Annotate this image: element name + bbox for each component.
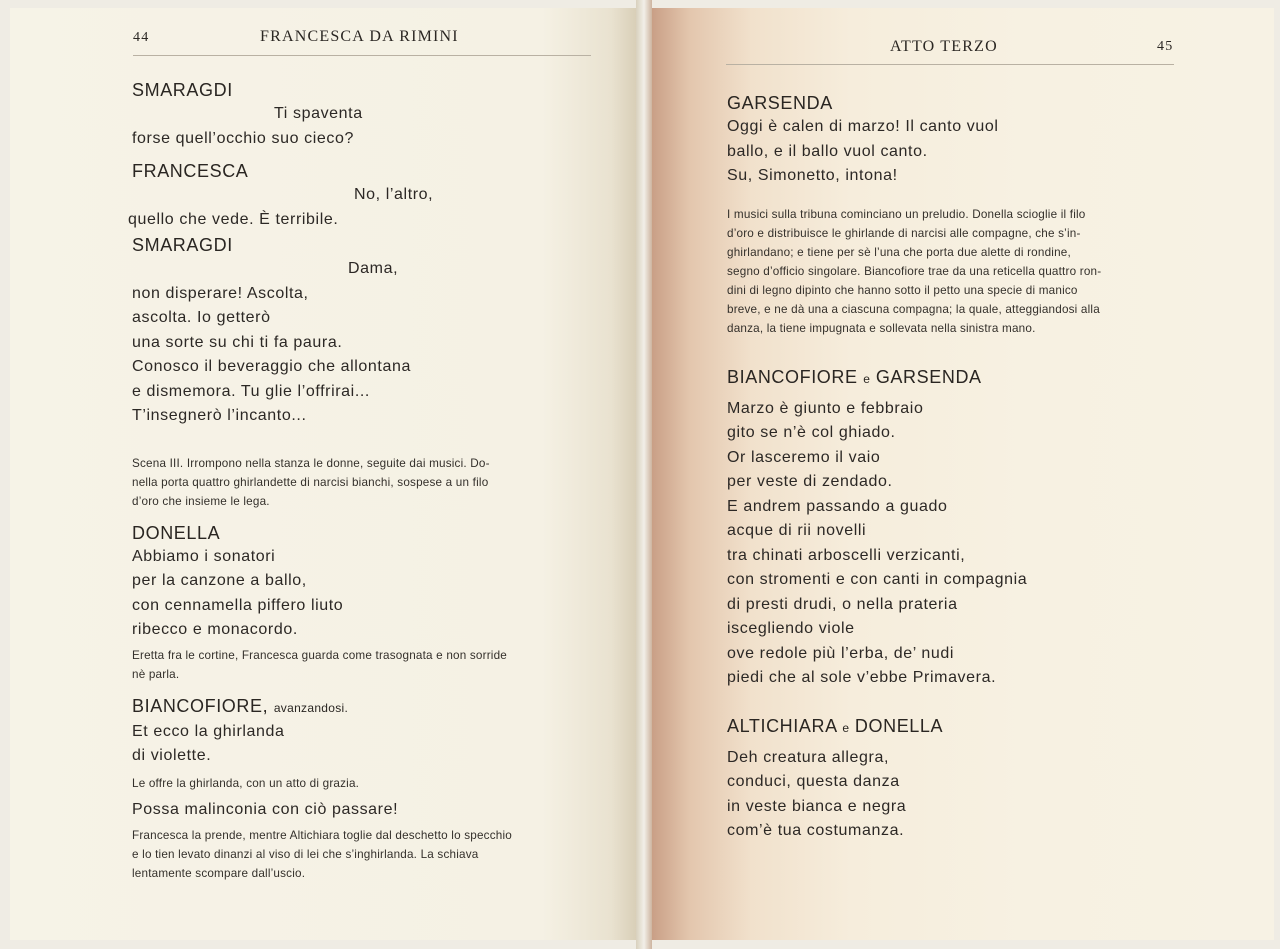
verse-line: per la canzone a ballo, <box>132 572 307 589</box>
verse-line: Dama, <box>348 260 399 277</box>
stage-line: segno d’officio singolare. Biancofiore trae da una reticella quattro ron- <box>727 264 1102 278</box>
verse-line: tra chinati arboscelli verzicanti, <box>727 546 966 564</box>
stage-direction <box>132 454 594 511</box>
verse-line: e dismemora. Tu glie l’offrirai... <box>132 382 370 400</box>
verse-line: Or lasceremo il vaio <box>727 448 881 466</box>
verse-line: con stromenti e con canti in compagnia <box>727 571 1028 588</box>
page-number: 44 <box>133 30 150 45</box>
right-page-text <box>727 91 1187 844</box>
conjunction: e <box>863 371 871 386</box>
stage-line: d’oro e distribuisce le ghirlande di narcisi alle compagne, che s’in- <box>727 226 1081 240</box>
header-rule <box>133 55 591 56</box>
speaker-name: GARSENDA <box>875 366 982 387</box>
stage-direction: Le offre la ghirlanda, con un atto di grazia. <box>132 776 360 790</box>
verse-line: conduci, questa danza <box>727 773 900 790</box>
verse-line: Su, Simonetto, intona! <box>727 167 898 184</box>
verse-line: forse quell’occhio suo cieco? <box>132 129 354 147</box>
verse-line: ove redole più l’erba, de’ nudi <box>727 644 955 662</box>
stage-direction <box>132 826 594 883</box>
speaker-note: avanzandosi. <box>273 700 349 715</box>
verse-line: non disperare! Ascolta, <box>132 284 309 302</box>
speaker-name: ALTICHIARA <box>727 715 837 736</box>
stage-line: Francesca la prende, mentre Altichiara toglie dal deschetto lo specchio <box>132 829 512 842</box>
verse-line: Abbiamo i sonatori <box>132 547 276 565</box>
running-title: ATTO TERZO <box>890 38 998 55</box>
verse-line: ribecco e monacordo. <box>132 621 298 638</box>
stage-line: breve, e ne dà una a ciascuna compagna; la quale, atteggiandosi alla <box>727 302 1100 316</box>
verse-line: di presti drudi, o nella prateria <box>727 595 958 613</box>
verse-line: ascolta. Io getterò <box>132 309 271 326</box>
verse-line: in veste bianca e negra <box>727 797 907 815</box>
left-page <box>10 8 636 940</box>
verse-line: Ti spaventa <box>274 105 363 122</box>
page-number: 45 <box>1157 39 1174 54</box>
verse-line: una sorte su chi ti fa paura. <box>132 333 343 351</box>
conjunction: e <box>842 720 850 735</box>
verse-line: Oggi è calen di marzo! Il canto vuol <box>727 118 999 135</box>
verse-line: quello che vede. È terribile. <box>128 210 339 228</box>
verse-line: Deh creatura allegra, <box>727 748 890 766</box>
speaker-name: BIANCOFIORE <box>727 366 858 387</box>
verse-line: E andrem passando a guado <box>727 497 948 515</box>
stage-line: danza, la tiene impugnata e sollevata nella sinistra mano. <box>727 321 1036 335</box>
verse-line: Marzo è giunto e febbraio <box>727 399 924 417</box>
speaker-name: BIANCOFIORE, <box>132 695 269 716</box>
speaker-name: SMARAGDI <box>132 235 233 255</box>
verse-line: ballo, e il ballo vuol canto. <box>727 142 928 160</box>
stage-line: dini di legno dipinto che hanno sotto il petto una specie di manico <box>727 283 1078 297</box>
stage-direction <box>132 646 594 684</box>
stage-line: ghirlandano; e tiene per sè l’una che porta due alette di rondine, <box>727 245 1071 259</box>
speaker-heading <box>727 365 1187 391</box>
verse-line: Conosco il beveraggio che allontana <box>132 358 411 375</box>
verse-line: Et ecco la ghirlanda <box>132 722 285 740</box>
verse-line: con cennamella piffero liuto <box>132 596 344 614</box>
stage-line: d’oro che insieme le lega. <box>132 494 270 508</box>
left-page-text <box>128 78 594 883</box>
verse-line: Possa malinconia con ciò passare! <box>132 800 399 818</box>
speaker-heading <box>132 694 594 720</box>
speaker-name: FRANCESCA <box>132 161 249 181</box>
speaker-name: DONELLA <box>132 522 221 543</box>
stage-line: Scena III. Irrompono nella stanza le donne, seguite dai musici. Do- <box>132 456 490 470</box>
stage-line: lentamente scompare dall’uscio. <box>132 867 306 880</box>
right-page <box>652 8 1274 940</box>
verse-line: di violette. <box>132 747 212 764</box>
right-running-head <box>652 8 1274 55</box>
verse-line: per veste di zendado. <box>727 473 893 490</box>
speaker-name: SMARAGDI <box>132 80 233 100</box>
verse-line: No, l’altro, <box>354 186 434 203</box>
running-title: FRANCESCA DA RIMINI <box>260 28 459 45</box>
left-running-head <box>10 8 636 45</box>
stage-line: nè parla. <box>132 667 180 681</box>
speaker-name: GARSENDA <box>727 93 833 113</box>
verse-line: T’insegnerò l’incanto... <box>132 407 307 424</box>
verse-line: piedi che al sole v’ebbe Primavera. <box>727 669 997 686</box>
verse-line: iscegliendo viole <box>727 620 855 637</box>
stage-line: I musici sulla tribuna cominciano un preludio. Donella scioglie il filo <box>727 207 1086 221</box>
stage-line: nella porta quattro ghirlandette di narcisi bianchi, sospese a un filo <box>132 475 489 489</box>
book-gutter <box>636 0 652 949</box>
verse-line: acque di rii novelli <box>727 522 867 539</box>
stage-line: Eretta fra le cortine, Francesca guarda come trasognata e non sorride <box>132 648 508 662</box>
verse-line: com’è tua costumanza. <box>727 822 905 839</box>
stage-line: e lo tien levato dinanzi al viso di lei che s’inghirlanda. La schiava <box>132 848 479 861</box>
speaker-heading <box>727 714 1187 740</box>
stage-direction <box>727 205 1187 338</box>
speaker-name: DONELLA <box>854 715 944 736</box>
header-rule <box>726 64 1174 65</box>
verse-line: gito se n’è col ghiado. <box>727 424 896 441</box>
